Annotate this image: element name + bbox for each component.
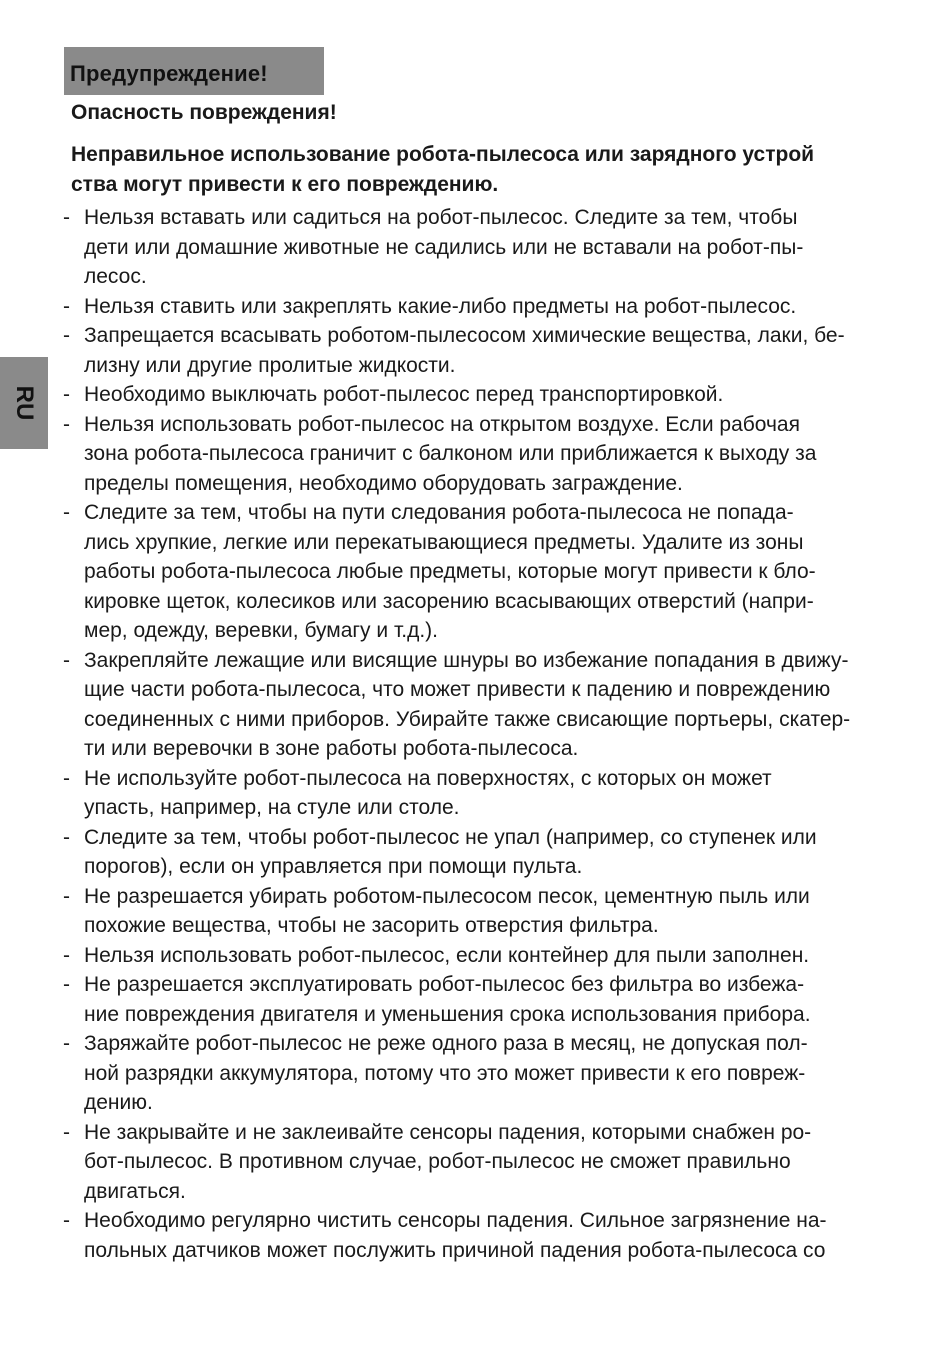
bullet-dash: - — [63, 648, 70, 672]
list-item — [60, 410, 872, 499]
list-item-text: Не закрывайте и не заклеивайте сенсоры падения, которыми снабжен ро- бот-пылесос. В противном случае, робот-пылесос не сможет правильно двигаться. — [84, 1120, 812, 1203]
list-item — [60, 1029, 872, 1118]
warnings-list — [60, 203, 872, 1265]
bullet-dash: - — [63, 884, 70, 908]
list-item — [60, 941, 872, 971]
list-item — [60, 321, 872, 380]
list-item — [60, 380, 872, 410]
list-item-text: Заряжайте робот-пылесос не реже одного раза в месяц, не допуская пол- ной разрядки аккумулятора, потому что это может привести к его повреж- дению. — [84, 1032, 808, 1114]
list-item-text: Следите за тем, чтобы на пути следования робота-пылесоса не попада- лись хрупкие, легкие или перекатывающиеся предметы. Удалите из зоны работы робота-пылесоса любые предметы, которые могут привести к бло- кировке щеток, колесиков или засорению всасывающих отверстий (напри- мер, одежду, веревки, бумагу и т.д.). — [84, 501, 816, 642]
bullet-dash: - — [63, 1032, 70, 1055]
list-item-text: Необходимо выключать робот-пылесос перед транспортировкой. — [84, 383, 724, 406]
list-item — [60, 203, 872, 292]
list-item-text: Нельзя использовать робот-пылесос на открытом воздухе. Если рабочая зона робота-пылесоса граничит с балконом или приближается к выходу за пределы помещения, необходимо оборудовать заграждение. — [84, 412, 817, 495]
warning-heading-text: Предупреждение! — [70, 61, 268, 86]
language-side-tab — [0, 357, 48, 449]
language-tab-label: RU — [11, 385, 38, 421]
list-item — [60, 646, 872, 764]
list-item-text: Нельзя ставить или закреплять какие-либо предметы на робот-пылесос. — [84, 294, 797, 318]
bullet-dash: - — [63, 294, 70, 318]
bullet-dash: - — [63, 412, 70, 436]
list-item-text: Нельзя использовать робот-пылесос, если контейнер для пыли заполнен. — [84, 943, 810, 967]
list-item-text: Закрепляйте лежащие или висящие шнуры во избежание попадания в движу- щие части робота-пылесоса, что может привести к падению и повреждению соединенных с ними приборов. Убирайте также свисающие портьеры, скатер- ти или веревочки в зоне работы робота-пылесоса. — [84, 648, 851, 760]
list-item — [60, 764, 872, 823]
bullet-dash: - — [63, 1120, 70, 1144]
list-item-text: Следите за тем, чтобы робот-пылесос не упал (например, со ступенек или порогов), если он управляется при помощи пульта. — [84, 825, 817, 878]
list-item — [60, 292, 872, 322]
bullet-dash: - — [63, 1209, 70, 1232]
list-item — [60, 882, 872, 941]
danger-subtitle: Опасность повреждения! — [71, 101, 337, 124]
bullet-dash: - — [63, 825, 70, 849]
bullet-dash: - — [63, 383, 70, 406]
bullet-dash: - — [63, 501, 70, 524]
list-item — [60, 970, 872, 1029]
bullet-dash: - — [63, 206, 70, 229]
bullet-dash: - — [63, 324, 70, 347]
intro-paragraph: Неправильное использование робота-пылесоса или зарядного устрой ства могут привести к его повреждению. — [71, 143, 815, 196]
list-item — [60, 498, 872, 646]
list-item-text: Запрещается всасывать роботом-пылесосом химические вещества, лаки, бе- лизну или другие пролитые жидкости. — [84, 324, 845, 377]
list-item-text: Нельзя вставать или садиться на робот-пылесос. Следите за тем, чтобы дети или домашние животные не садились или не вставали на робот-пы- лесос. — [84, 206, 804, 288]
list-item-text: Не разрешается убирать роботом-пылесосом песок, цементную пыль или похожие вещества, чтобы не засорить отверстия фильтра. — [84, 884, 810, 937]
warning-heading — [64, 47, 324, 95]
bullet-dash: - — [63, 943, 70, 967]
bullet-dash: - — [63, 973, 70, 996]
list-item-text: Необходимо регулярно чистить сенсоры падения. Сильное загрязнение на- польных датчиков может послужить причиной падения робота-пылесоса со — [84, 1209, 827, 1262]
list-item — [60, 1206, 872, 1265]
list-item — [60, 823, 872, 882]
list-item-text: Не используйте робот-пылесоса на поверхностях, с которых он может упасть, например, на стуле или столе. — [84, 766, 772, 819]
bullet-dash: - — [63, 766, 70, 790]
list-item — [60, 1118, 872, 1207]
list-item-text: Не разрешается эксплуатировать робот-пылесос без фильтра во избежа- ние повреждения двигателя и уменьшения срока использования прибора. — [84, 973, 811, 1026]
